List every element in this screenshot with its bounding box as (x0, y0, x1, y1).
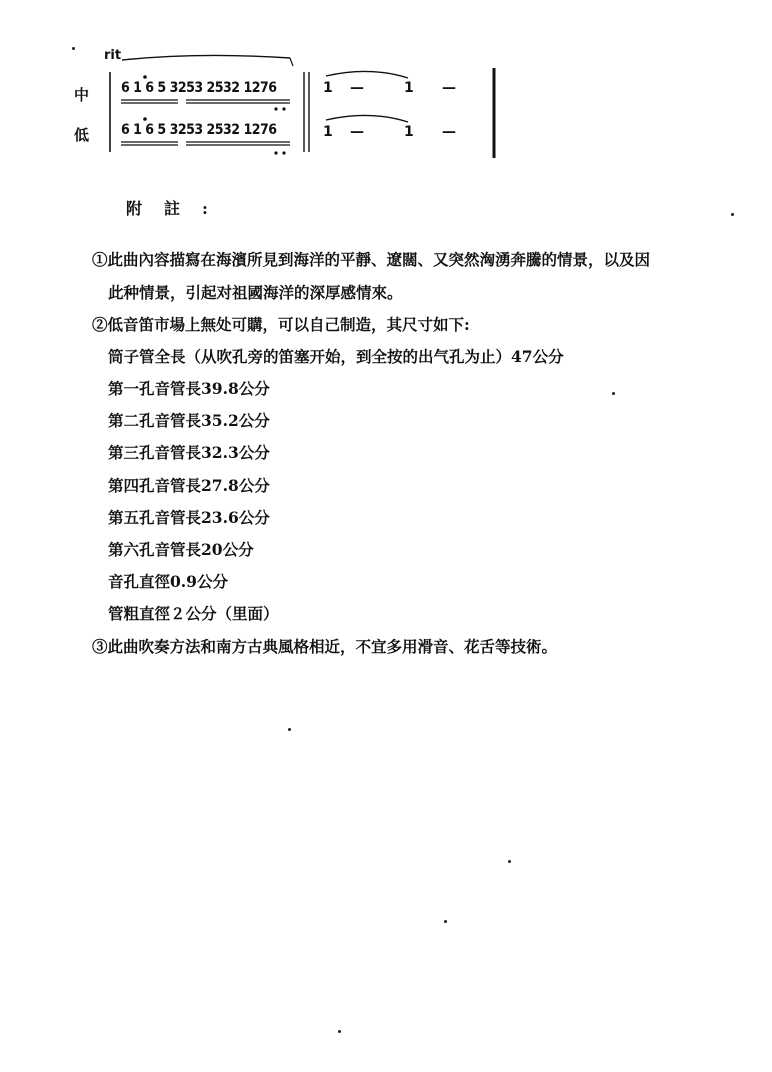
measure-1-middle: 6 1 6 5 3253 2532 1276 (121, 80, 277, 96)
note-line: ③此曲吹奏方法和南方古典風格相近，不宜多用滑音、花舌等技術。 (92, 637, 558, 656)
note-line: 此种情景，引起对祖國海洋的深厚感情來。 (108, 283, 403, 302)
scan-speck (612, 392, 615, 395)
note-line: 第三孔音管長32.3公分 (108, 443, 270, 462)
scan-speck (731, 213, 734, 216)
score-lines (0, 0, 772, 170)
measure-1-low: 6 1 6 5 3253 2532 1276 (121, 122, 277, 138)
note-line: 第四孔音管長27.8公分 (108, 476, 270, 495)
measure-2-low-note-b: 1 (404, 124, 414, 140)
scan-speck (444, 920, 447, 923)
part-label-middle: 中 (74, 86, 90, 104)
note-line: ①此曲內容描寫在海濱所見到海洋的平靜、遼闊、又突然洶湧奔騰的情景，以及因 (92, 250, 651, 269)
note-line: 第五孔音管長23.6公分 (108, 508, 270, 527)
note-line: 筒子管全長（从吹孔旁的笛塞开始，到全按的出气孔为止）47公分 (108, 347, 564, 366)
tempo-mark: rit (104, 48, 122, 63)
measure-2-middle-note-b: 1 (404, 80, 414, 96)
music-score (0, 0, 772, 170)
note-line: 音孔直徑0.9公分 (108, 572, 228, 591)
scan-speck (508, 860, 511, 863)
note-line: 第六孔音管長20公分 (108, 540, 254, 559)
part-label-low: 低 (74, 126, 90, 144)
scan-speck (338, 1030, 341, 1033)
note-line: 第一孔音管長39.8公分 (108, 379, 270, 398)
scan-speck (72, 47, 75, 50)
note-line: ②低音笛市場上無处可購，可以自己制造，其尺寸如下: (92, 315, 470, 334)
scan-speck (288, 728, 291, 731)
measure-2-low-dash-b: — (442, 124, 456, 140)
measure-2-low-dash-a: — (350, 124, 364, 140)
note-line: 管粗直徑２公分（里面） (108, 604, 279, 623)
measure-2-middle-dash-a: — (350, 80, 364, 96)
measure-2-middle-dash-b: — (442, 80, 456, 96)
measure-2-middle-note-a: 1 (323, 80, 333, 96)
measure-2-low-note-a: 1 (323, 124, 333, 140)
note-line: 第二孔音管長35.2公分 (108, 411, 270, 430)
notes-heading: 附註: (126, 199, 230, 218)
